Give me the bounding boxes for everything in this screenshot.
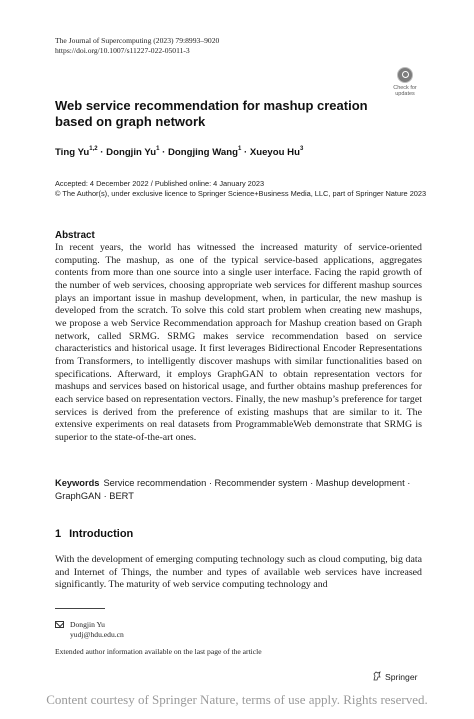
- springer-horse-icon: [372, 671, 382, 681]
- journal-citation: [55, 36, 219, 56]
- doi-link[interactable]: https://doi.org/10.1007/s11227-022-05011-3: [55, 46, 190, 55]
- author-list: [55, 147, 303, 158]
- envelope-icon: [55, 621, 64, 628]
- author-name[interactable]: Xueyou Hu: [249, 147, 300, 158]
- publisher-name: Springer: [385, 672, 418, 682]
- keywords-label: Keywords: [55, 478, 100, 488]
- author-separator: ·: [97, 147, 107, 158]
- check-updates-icon: [397, 67, 413, 83]
- keywords-text: Service recommendation · Recommender system · Mashup development · GraphGAN · BERT: [55, 478, 411, 501]
- journal-name: The Journal of Supercomputing (2023) 79:8993–9020: [55, 36, 220, 45]
- author-affiliation: 1: [237, 146, 242, 152]
- corresponding-author-name: Dongjin Yu: [70, 620, 105, 629]
- author-affiliation: 3: [299, 146, 304, 152]
- author-name[interactable]: Dongjin Yu: [106, 147, 157, 158]
- paper-title: Web service recommendation for mashup creation based on graph network: [55, 98, 368, 129]
- corresponding-author-email[interactable]: yudj@hdu.edu.cn: [70, 630, 124, 639]
- abstract-heading: Abstract: [55, 230, 95, 241]
- abstract-text: In recent years, the world has witnessed the increased maturity of service-oriented computing. The mashup, as one of the typical service-based applications, aggregates contents from more than one source into a single user interface. Facing the rapid growth of the number of web services, choosing appropriate web services for different mashup sources plays an important issue in mashup development, when, in particular, the new mashup is developed from the scratch. To solve this cold start problem when creating new mashups, we propose a web Service Recommendation approach for Mashup creation based on Graph network, called SRMG. SRMG makes service recommendation based on service characteristics and historical usage. It first leverages Bidirectional Encoder Representations from Transformers, to intelligently discover mashups with similar functionalities based on specifications. Afterward, it employs GraphGAN to obtain representation vectors for mashups and services based on historical usage, and further obtains mashup preferences for each service based on representation vectors. Finally, the new mashup’s preference for target services is derived from the preference of existing mashups that are similar to it. The extensive experiments on real datasets from ProgrammableWeb demonstrate that SRMG is superior to the state-of-the-art ones.: [55, 242, 422, 443]
- author-name[interactable]: Dongjing Wang: [167, 147, 238, 158]
- introduction-text: With the development of emerging computing technology such as cloud computing, big data and Internet of Things, the number and types of available web services have increased significantly. The maturity of web service computing technology and: [55, 554, 422, 591]
- section-number: 1: [55, 528, 62, 540]
- footnote-rule: [55, 608, 105, 609]
- author-affiliation: 1: [156, 146, 160, 152]
- check-updates-label: Check for updates: [393, 85, 417, 97]
- author-name[interactable]: Ting Yu: [55, 147, 90, 158]
- section-heading: [55, 528, 133, 540]
- accepted-date: Accepted: 4 December 2022 / Published online: 4 January 2023: [55, 179, 265, 188]
- courtesy-watermark: Content courtesy of Springer Nature, terms of use apply. Rights reserved.: [46, 692, 428, 707]
- publisher-logo: [372, 671, 417, 682]
- check-for-updates-badge[interactable]: [388, 67, 422, 101]
- publication-dates: [55, 179, 435, 198]
- author-affiliation: 1,2: [89, 146, 98, 152]
- copyright-notice: © The Author(s), under exclusive licence to Springer Science+Business Media, LLC, part of Springer Nature 2023: [55, 188, 427, 198]
- section-title: Introduction: [69, 528, 134, 540]
- keywords: [55, 477, 422, 502]
- author-separator: ·: [159, 147, 168, 158]
- author-separator: ·: [241, 147, 250, 158]
- extended-info-note: Extended author information available on the last page of the article: [55, 647, 262, 656]
